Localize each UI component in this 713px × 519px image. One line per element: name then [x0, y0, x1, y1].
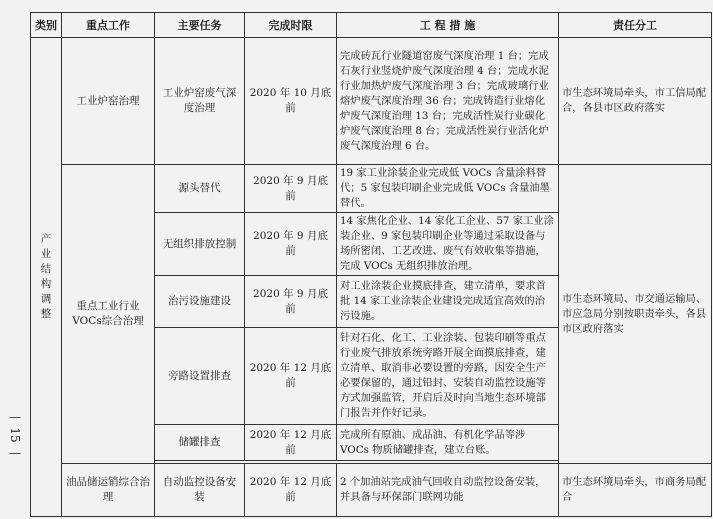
header-row — [31, 13, 712, 38]
deadline-cell: 2020 年 12 月底前 — [245, 328, 337, 425]
table-row — [31, 165, 712, 213]
table-row — [31, 464, 712, 517]
table-row — [31, 38, 712, 165]
deadline-cell: 2020 年 12 月底前 — [245, 425, 337, 461]
deadline-cell: 2020 年 9 月底前 — [245, 276, 337, 328]
measures-cell: 对工业涂装企业摸底排查，建立清单，要求首批 14 家工业涂装企业建设完成适宜高效的治污设施。 — [337, 276, 559, 328]
header-measures: 工 程 措 施 — [337, 13, 559, 38]
work-plan-table — [30, 12, 712, 517]
task-cell: 工业炉窑废气深度治理 — [155, 38, 245, 165]
measures-cell: 针对石化、化工、工业涂装、包装印刷等重点行业废气排放系统旁路开展全面摸底排查，建立清单、取消非必要设置的旁路，因安全生产必要保留的，通过铅封、安装自动监控设施等方式加强监管，开启后及时向当地生态环境部门报告并作好记录。 — [337, 328, 559, 425]
measures-cell: 完成所有原油、成品油、有机化学品等涉 VOCs 物质储罐排查，建立台账。 — [337, 425, 559, 461]
task-cell: 无组织排放控制 — [155, 213, 245, 276]
header-task: 主要任务 — [155, 13, 245, 38]
measures-cell: 19 家工业涂装企业完成低 VOCs 含量涂料替代；5 家包装印刷企业完成低 VOCs 含量油墨替代。 — [337, 165, 559, 213]
responsibility-cell: 市生态环境局牵头，市商务局配合 — [559, 464, 712, 517]
measures-cell: 2 个加油站完成油气回收自动监控设备安装，并具备与环保部门联网功能 — [337, 464, 559, 517]
task-cell: 治污设施建设 — [155, 276, 245, 328]
measures-cell: 14 家焦化企业、14 家化工企业、57 家工业涂装企业、9 家包装印刷企业等通过采取设备与场所密闭、工艺改进、废气有效收集等措施，完成 VOCs 无组织排放治理。 — [337, 213, 559, 276]
header-responsibility: 责任分工 — [559, 13, 712, 38]
deadline-cell: 2020 年 10 月底前 — [245, 38, 337, 165]
focus-cell: 油品储运销综合治理 — [62, 464, 155, 517]
deadline-cell: 2020 年 9 月底前 — [245, 165, 337, 213]
page-number: — 15 — — [8, 410, 22, 460]
header-focus: 重点工作 — [62, 13, 155, 38]
task-cell: 自动监控设备安装 — [155, 464, 245, 517]
task-cell: 源头替代 — [155, 165, 245, 213]
responsibility-cell: 市生态环境局牵头，市工信局配合，各县市区政府落实 — [559, 38, 712, 165]
header-category: 类别 — [31, 13, 62, 38]
deadline-cell: 2020 年 12 月底前 — [245, 464, 337, 517]
focus-cell: 重点工业行业VOCs综合治理 — [62, 165, 155, 464]
measures-cell: 完成砖瓦行业隧道窑废气深度治理 1 台；完成石灰行业竖烧炉废气深度治理 4 台；完成水泥行业加热炉废气深度治理 3 台；完成玻璃行业熔炉废气深度治理 36 台；完成铸造行业熔化炉废气深度治理 13 台；完成活性炭行业碳化炉废气深度治理 8 台；完成活性炭行业活化炉废气深度治理 6 台。 — [337, 38, 559, 165]
task-cell: 旁路设置排查 — [155, 328, 245, 425]
header-deadline: 完成时限 — [245, 13, 337, 38]
task-cell: 储罐排查 — [155, 425, 245, 461]
category-cell: 产 业 结 构 调 整 — [31, 38, 62, 517]
responsibility-cell: 市生态环境局、市交通运输局、市应急局分别按职责牵头，各县市区政府落实 — [559, 165, 712, 464]
focus-cell: 工业炉窑治理 — [62, 38, 155, 165]
deadline-cell: 2020 年 9 月底前 — [245, 213, 337, 276]
